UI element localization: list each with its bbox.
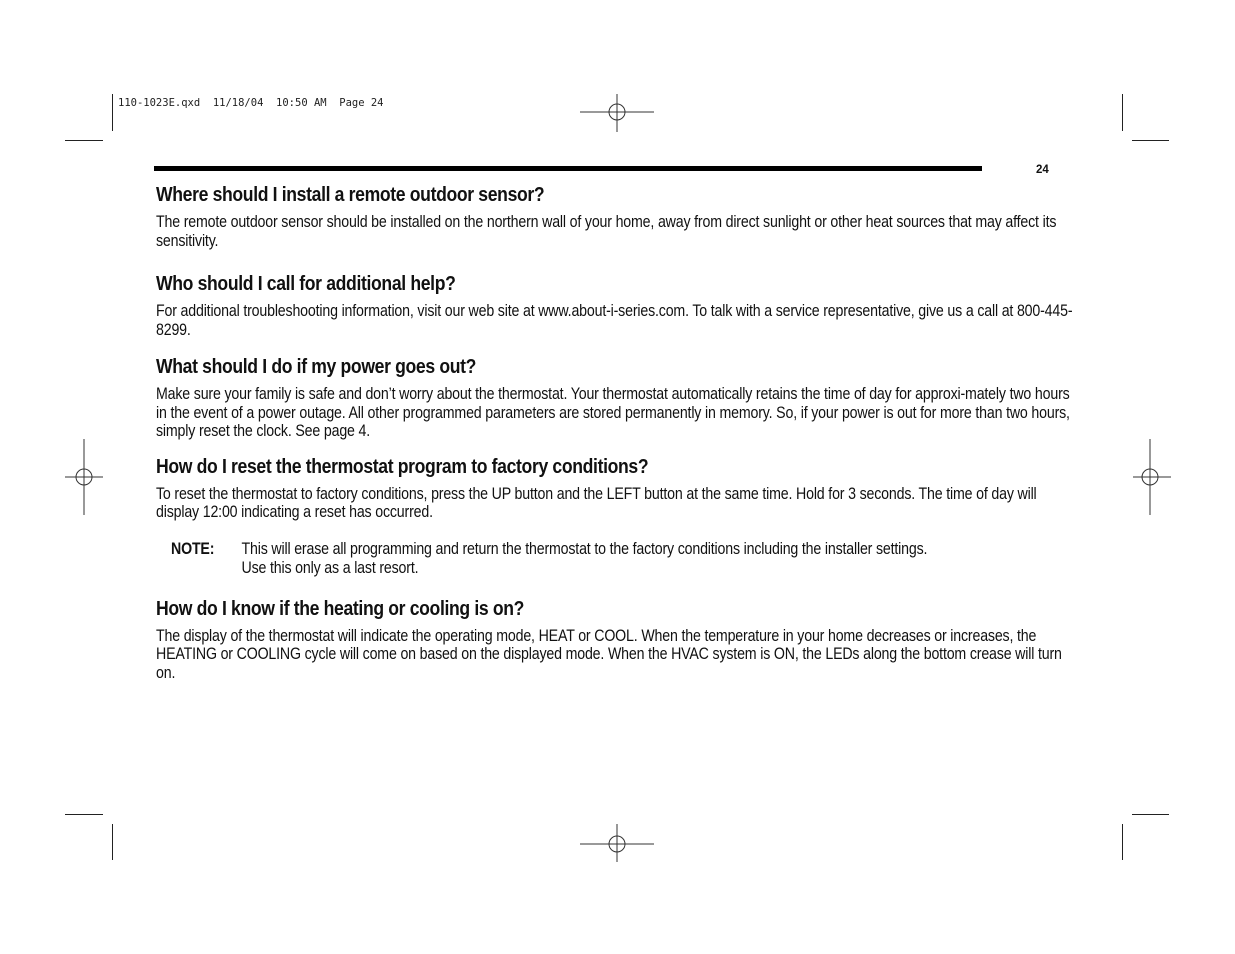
section-heading: Who should I call for additional help? bbox=[156, 273, 456, 295]
crop-mark bbox=[65, 814, 103, 815]
crop-mark bbox=[112, 824, 113, 860]
registration-mark-icon bbox=[1131, 439, 1171, 515]
page-number: 24 bbox=[1036, 164, 1049, 176]
faq-section bbox=[156, 356, 1081, 441]
section-heading: Where should I install a remote outdoor sensor? bbox=[156, 184, 545, 206]
faq-section bbox=[156, 456, 1081, 522]
crop-mark bbox=[1132, 814, 1169, 815]
registration-mark-icon bbox=[65, 439, 105, 515]
section-heading: What should I do if my power goes out? bbox=[156, 356, 477, 378]
faq-section bbox=[156, 184, 1081, 250]
section-body: For additional troubleshooting information, visit our web site at www.about-i-series.com. To talk with a service representative, give us a call at 800-445-8299. bbox=[156, 302, 1073, 339]
faq-content bbox=[156, 184, 1081, 698]
header-rule bbox=[154, 166, 982, 171]
section-heading: How do I reset the thermostat program to factory conditions? bbox=[156, 455, 649, 478]
note-block bbox=[171, 540, 1117, 578]
registration-mark-icon bbox=[578, 94, 656, 134]
crop-mark bbox=[1122, 94, 1123, 131]
faq-section bbox=[156, 273, 1081, 339]
note-label: NOTE: bbox=[171, 539, 215, 558]
crop-mark bbox=[112, 94, 113, 131]
section-body: The remote outdoor sensor should be installed on the northern wall of your home, away from direct sunlight or other heat sources that may affect its sensitivity. bbox=[156, 213, 1057, 250]
crop-mark bbox=[65, 140, 103, 141]
note-body: This will erase all programming and return the thermostat to the factory conditions including the installer settings. Use this only as a last resort. bbox=[241, 539, 928, 577]
section-body: To reset the thermostat to factory conditions, press the UP button and the LEFT button at the same time. Hold for 3 seconds. The time of day will display 12:00 indicating a reset has occurred. bbox=[156, 484, 1037, 521]
print-slug: 110-1023E.qxd 11/18/04 10:50 AM Page 24 bbox=[118, 97, 384, 109]
registration-mark-icon bbox=[578, 824, 656, 864]
section-body: The display of the thermostat will indicate the operating mode, HEAT or COOL. When the temperature in your home decreases or increases, the HEATING or COOLING cycle will come on based on the displayed mode. When the HVAC system is ON, the LEDs along the bottom crease will turn on. bbox=[156, 626, 1062, 682]
crop-mark bbox=[1132, 140, 1169, 141]
section-heading: How do I know if the heating or cooling is on? bbox=[156, 597, 525, 620]
faq-section bbox=[156, 598, 1081, 683]
section-body: Make sure your family is safe and don’t worry about the thermostat. Your thermostat automatically retains the time of day for approxi-mately two hours in the event of a power outage. All other programmed parameters are stored permanently in memory. So, if your power is out for more than two hours, simply reset the clock. See page 4. bbox=[156, 385, 1070, 440]
crop-mark bbox=[1122, 824, 1123, 860]
